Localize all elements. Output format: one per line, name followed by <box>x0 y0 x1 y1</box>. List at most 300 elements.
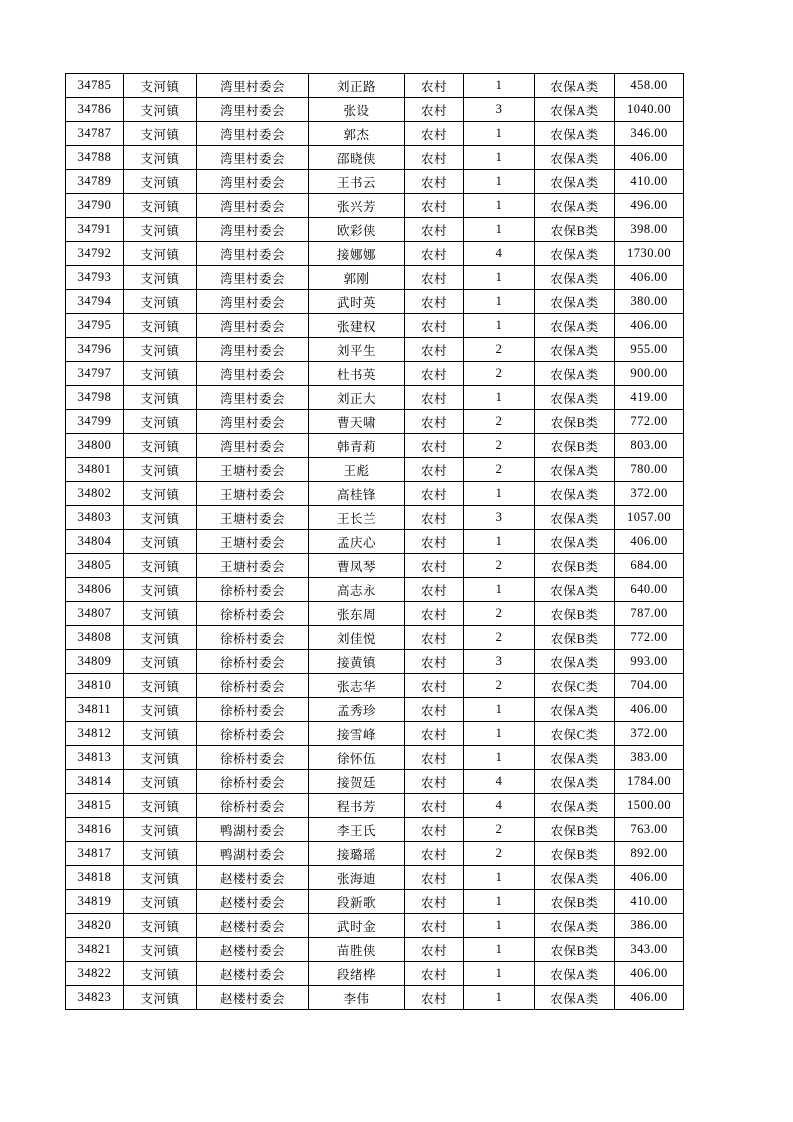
cell-name: 欧彩侠 <box>309 218 405 242</box>
cell-instype: 农保A类 <box>535 98 615 122</box>
cell-id: 34801 <box>66 458 124 482</box>
cell-category: 农村 <box>405 122 464 146</box>
cell-category: 农村 <box>405 338 464 362</box>
cell-amount: 1057.00 <box>615 506 684 530</box>
cell-category: 农村 <box>405 458 464 482</box>
cell-amount: 640.00 <box>615 578 684 602</box>
cell-village: 赵楼村委会 <box>197 938 309 962</box>
table-row <box>66 530 684 554</box>
cell-instype: 农保B类 <box>535 410 615 434</box>
cell-category: 农村 <box>405 986 464 1010</box>
cell-amount: 398.00 <box>615 218 684 242</box>
cell-category: 农村 <box>405 194 464 218</box>
table-row <box>66 722 684 746</box>
cell-count: 3 <box>464 650 535 674</box>
cell-amount: 406.00 <box>615 530 684 554</box>
cell-count: 4 <box>464 794 535 818</box>
cell-town: 支河镇 <box>124 578 197 602</box>
cell-instype: 农保A类 <box>535 698 615 722</box>
cell-instype: 农保B类 <box>535 434 615 458</box>
cell-category: 农村 <box>405 866 464 890</box>
cell-instype: 农保A类 <box>535 530 615 554</box>
cell-amount: 410.00 <box>615 170 684 194</box>
cell-name: 曹凤琴 <box>309 554 405 578</box>
cell-name: 杜书英 <box>309 362 405 386</box>
cell-town: 支河镇 <box>124 290 197 314</box>
cell-name: 接黄镇 <box>309 650 405 674</box>
cell-town: 支河镇 <box>124 506 197 530</box>
cell-count: 1 <box>464 482 535 506</box>
cell-count: 1 <box>464 314 535 338</box>
cell-town: 支河镇 <box>124 602 197 626</box>
table-row <box>66 122 684 146</box>
cell-amount: 380.00 <box>615 290 684 314</box>
cell-instype: 农保B类 <box>535 890 615 914</box>
cell-amount: 406.00 <box>615 314 684 338</box>
cell-amount: 386.00 <box>615 914 684 938</box>
cell-instype: 农保A类 <box>535 146 615 170</box>
table-row <box>66 218 684 242</box>
cell-count: 1 <box>464 890 535 914</box>
cell-town: 支河镇 <box>124 482 197 506</box>
cell-instype: 农保A类 <box>535 746 615 770</box>
cell-town: 支河镇 <box>124 698 197 722</box>
cell-amount: 406.00 <box>615 866 684 890</box>
cell-id: 34799 <box>66 410 124 434</box>
cell-count: 1 <box>464 218 535 242</box>
cell-category: 农村 <box>405 818 464 842</box>
cell-category: 农村 <box>405 314 464 338</box>
cell-town: 支河镇 <box>124 674 197 698</box>
cell-category: 农村 <box>405 410 464 434</box>
table-row <box>66 602 684 626</box>
cell-count: 1 <box>464 746 535 770</box>
cell-count: 2 <box>464 602 535 626</box>
table-row <box>66 506 684 530</box>
cell-town: 支河镇 <box>124 458 197 482</box>
cell-name: 段新歌 <box>309 890 405 914</box>
cell-town: 支河镇 <box>124 938 197 962</box>
cell-name: 王书云 <box>309 170 405 194</box>
cell-amount: 410.00 <box>615 890 684 914</box>
cell-name: 苗胜侠 <box>309 938 405 962</box>
cell-category: 农村 <box>405 938 464 962</box>
cell-village: 王塘村委会 <box>197 554 309 578</box>
cell-town: 支河镇 <box>124 842 197 866</box>
cell-amount: 993.00 <box>615 650 684 674</box>
cell-count: 2 <box>464 818 535 842</box>
cell-count: 2 <box>464 410 535 434</box>
cell-village: 徐桥村委会 <box>197 698 309 722</box>
table-row <box>66 866 684 890</box>
cell-count: 1 <box>464 722 535 746</box>
cell-count: 3 <box>464 98 535 122</box>
cell-id: 34786 <box>66 98 124 122</box>
cell-instype: 农保A类 <box>535 458 615 482</box>
cell-name: 曹天啸 <box>309 410 405 434</box>
cell-category: 农村 <box>405 146 464 170</box>
cell-town: 支河镇 <box>124 218 197 242</box>
cell-count: 1 <box>464 962 535 986</box>
cell-amount: 406.00 <box>615 986 684 1010</box>
cell-name: 张兴芳 <box>309 194 405 218</box>
cell-id: 34807 <box>66 602 124 626</box>
table-row <box>66 986 684 1010</box>
cell-amount: 684.00 <box>615 554 684 578</box>
cell-category: 农村 <box>405 650 464 674</box>
cell-id: 34808 <box>66 626 124 650</box>
cell-village: 湾里村委会 <box>197 338 309 362</box>
cell-town: 支河镇 <box>124 266 197 290</box>
table-row <box>66 434 684 458</box>
cell-village: 湾里村委会 <box>197 146 309 170</box>
cell-instype: 农保A类 <box>535 290 615 314</box>
cell-id: 34821 <box>66 938 124 962</box>
cell-name: 接璐瑶 <box>309 842 405 866</box>
cell-id: 34816 <box>66 818 124 842</box>
table-row <box>66 314 684 338</box>
cell-name: 张设 <box>309 98 405 122</box>
cell-village: 徐桥村委会 <box>197 746 309 770</box>
table-row <box>66 746 684 770</box>
cell-town: 支河镇 <box>124 74 197 98</box>
cell-name: 刘正大 <box>309 386 405 410</box>
cell-town: 支河镇 <box>124 626 197 650</box>
table-row <box>66 914 684 938</box>
cell-village: 徐桥村委会 <box>197 770 309 794</box>
cell-name: 王彪 <box>309 458 405 482</box>
cell-id: 34798 <box>66 386 124 410</box>
cell-town: 支河镇 <box>124 194 197 218</box>
cell-id: 34819 <box>66 890 124 914</box>
cell-id: 34822 <box>66 962 124 986</box>
table-row <box>66 770 684 794</box>
cell-village: 湾里村委会 <box>197 98 309 122</box>
table-row <box>66 554 684 578</box>
cell-village: 湾里村委会 <box>197 434 309 458</box>
cell-id: 34820 <box>66 914 124 938</box>
cell-category: 农村 <box>405 602 464 626</box>
table-row <box>66 938 684 962</box>
cell-id: 34797 <box>66 362 124 386</box>
cell-town: 支河镇 <box>124 650 197 674</box>
table-row <box>66 266 684 290</box>
cell-id: 34813 <box>66 746 124 770</box>
cell-village: 赵楼村委会 <box>197 866 309 890</box>
cell-instype: 农保A类 <box>535 866 615 890</box>
cell-count: 4 <box>464 770 535 794</box>
cell-amount: 458.00 <box>615 74 684 98</box>
table-row <box>66 698 684 722</box>
cell-count: 1 <box>464 386 535 410</box>
cell-name: 高桂锋 <box>309 482 405 506</box>
cell-amount: 780.00 <box>615 458 684 482</box>
table-row <box>66 242 684 266</box>
cell-village: 徐桥村委会 <box>197 602 309 626</box>
cell-count: 2 <box>464 626 535 650</box>
cell-village: 湾里村委会 <box>197 314 309 338</box>
cell-count: 2 <box>464 338 535 362</box>
table-row <box>66 794 684 818</box>
cell-count: 2 <box>464 362 535 386</box>
cell-id: 34817 <box>66 842 124 866</box>
cell-id: 34788 <box>66 146 124 170</box>
cell-category: 农村 <box>405 530 464 554</box>
cell-town: 支河镇 <box>124 434 197 458</box>
cell-village: 王塘村委会 <box>197 458 309 482</box>
cell-category: 农村 <box>405 98 464 122</box>
cell-name: 刘平生 <box>309 338 405 362</box>
cell-town: 支河镇 <box>124 914 197 938</box>
cell-id: 34794 <box>66 290 124 314</box>
cell-amount: 372.00 <box>615 722 684 746</box>
table-row <box>66 818 684 842</box>
table-row <box>66 458 684 482</box>
cell-count: 1 <box>464 74 535 98</box>
cell-village: 湾里村委会 <box>197 266 309 290</box>
cell-amount: 346.00 <box>615 122 684 146</box>
cell-count: 2 <box>464 674 535 698</box>
cell-name: 接娜娜 <box>309 242 405 266</box>
cell-amount: 406.00 <box>615 146 684 170</box>
cell-category: 农村 <box>405 506 464 530</box>
cell-town: 支河镇 <box>124 866 197 890</box>
cell-category: 农村 <box>405 842 464 866</box>
cell-count: 4 <box>464 242 535 266</box>
cell-village: 湾里村委会 <box>197 290 309 314</box>
cell-town: 支河镇 <box>124 242 197 266</box>
cell-category: 农村 <box>405 434 464 458</box>
cell-amount: 772.00 <box>615 626 684 650</box>
cell-name: 接雪峰 <box>309 722 405 746</box>
table-row <box>66 386 684 410</box>
cell-amount: 383.00 <box>615 746 684 770</box>
cell-category: 农村 <box>405 386 464 410</box>
cell-instype: 农保A类 <box>535 74 615 98</box>
cell-amount: 892.00 <box>615 842 684 866</box>
cell-village: 湾里村委会 <box>197 194 309 218</box>
cell-village: 湾里村委会 <box>197 122 309 146</box>
cell-amount: 787.00 <box>615 602 684 626</box>
cell-village: 徐桥村委会 <box>197 722 309 746</box>
cell-id: 34790 <box>66 194 124 218</box>
cell-category: 农村 <box>405 794 464 818</box>
cell-count: 1 <box>464 914 535 938</box>
cell-village: 徐桥村委会 <box>197 674 309 698</box>
cell-count: 2 <box>464 458 535 482</box>
cell-name: 郭刚 <box>309 266 405 290</box>
cell-count: 1 <box>464 698 535 722</box>
cell-instype: 农保B类 <box>535 818 615 842</box>
cell-amount: 955.00 <box>615 338 684 362</box>
cell-village: 湾里村委会 <box>197 410 309 434</box>
cell-instype: 农保A类 <box>535 578 615 602</box>
cell-category: 农村 <box>405 170 464 194</box>
cell-name: 韩青莉 <box>309 434 405 458</box>
cell-amount: 343.00 <box>615 938 684 962</box>
cell-amount: 419.00 <box>615 386 684 410</box>
cell-category: 农村 <box>405 482 464 506</box>
cell-instype: 农保A类 <box>535 914 615 938</box>
cell-category: 农村 <box>405 722 464 746</box>
cell-amount: 496.00 <box>615 194 684 218</box>
cell-id: 34789 <box>66 170 124 194</box>
cell-instype: 农保A类 <box>535 242 615 266</box>
cell-category: 农村 <box>405 962 464 986</box>
cell-amount: 900.00 <box>615 362 684 386</box>
cell-id: 34795 <box>66 314 124 338</box>
cell-town: 支河镇 <box>124 98 197 122</box>
cell-town: 支河镇 <box>124 554 197 578</box>
cell-count: 2 <box>464 434 535 458</box>
cell-town: 支河镇 <box>124 746 197 770</box>
cell-count: 1 <box>464 530 535 554</box>
cell-category: 农村 <box>405 362 464 386</box>
benefits-table <box>65 73 684 1010</box>
cell-amount: 704.00 <box>615 674 684 698</box>
cell-amount: 763.00 <box>615 818 684 842</box>
cell-village: 王塘村委会 <box>197 482 309 506</box>
cell-category: 农村 <box>405 218 464 242</box>
cell-id: 34800 <box>66 434 124 458</box>
cell-town: 支河镇 <box>124 818 197 842</box>
table-row <box>66 74 684 98</box>
cell-village: 王塘村委会 <box>197 506 309 530</box>
cell-village: 湾里村委会 <box>197 386 309 410</box>
cell-town: 支河镇 <box>124 770 197 794</box>
cell-village: 鸭湖村委会 <box>197 818 309 842</box>
cell-village: 徐桥村委会 <box>197 626 309 650</box>
cell-town: 支河镇 <box>124 386 197 410</box>
cell-instype: 农保B类 <box>535 938 615 962</box>
cell-category: 农村 <box>405 746 464 770</box>
cell-name: 武时英 <box>309 290 405 314</box>
cell-id: 34805 <box>66 554 124 578</box>
cell-category: 农村 <box>405 578 464 602</box>
cell-instype: 农保A类 <box>535 362 615 386</box>
cell-name: 张海迪 <box>309 866 405 890</box>
table-row <box>66 962 684 986</box>
cell-category: 农村 <box>405 770 464 794</box>
cell-village: 徐桥村委会 <box>197 794 309 818</box>
cell-village: 湾里村委会 <box>197 74 309 98</box>
cell-instype: 农保A类 <box>535 194 615 218</box>
table-row <box>66 410 684 434</box>
cell-id: 34806 <box>66 578 124 602</box>
cell-town: 支河镇 <box>124 794 197 818</box>
table-body <box>66 74 684 1010</box>
cell-category: 农村 <box>405 554 464 578</box>
cell-id: 34814 <box>66 770 124 794</box>
cell-name: 徐怀伍 <box>309 746 405 770</box>
cell-category: 农村 <box>405 266 464 290</box>
cell-instype: 农保B类 <box>535 602 615 626</box>
cell-id: 34809 <box>66 650 124 674</box>
cell-id: 34810 <box>66 674 124 698</box>
cell-instype: 农保A类 <box>535 170 615 194</box>
cell-name: 李王氏 <box>309 818 405 842</box>
cell-village: 湾里村委会 <box>197 242 309 266</box>
cell-id: 34802 <box>66 482 124 506</box>
cell-instype: 农保B类 <box>535 554 615 578</box>
cell-town: 支河镇 <box>124 890 197 914</box>
cell-town: 支河镇 <box>124 170 197 194</box>
cell-town: 支河镇 <box>124 122 197 146</box>
cell-instype: 农保A类 <box>535 986 615 1010</box>
cell-amount: 372.00 <box>615 482 684 506</box>
table-row <box>66 650 684 674</box>
cell-instype: 农保A类 <box>535 122 615 146</box>
cell-town: 支河镇 <box>124 362 197 386</box>
table-row <box>66 338 684 362</box>
table-row <box>66 98 684 122</box>
cell-count: 1 <box>464 170 535 194</box>
cell-category: 农村 <box>405 698 464 722</box>
cell-id: 34804 <box>66 530 124 554</box>
cell-town: 支河镇 <box>124 410 197 434</box>
cell-count: 1 <box>464 986 535 1010</box>
cell-count: 1 <box>464 290 535 314</box>
cell-amount: 1730.00 <box>615 242 684 266</box>
cell-name: 段绪桦 <box>309 962 405 986</box>
cell-instype: 农保B类 <box>535 218 615 242</box>
cell-count: 3 <box>464 506 535 530</box>
cell-amount: 406.00 <box>615 698 684 722</box>
cell-town: 支河镇 <box>124 314 197 338</box>
cell-instype: 农保A类 <box>535 794 615 818</box>
cell-village: 王塘村委会 <box>197 530 309 554</box>
cell-id: 34803 <box>66 506 124 530</box>
cell-instype: 农保A类 <box>535 482 615 506</box>
cell-id: 34793 <box>66 266 124 290</box>
table-row <box>66 170 684 194</box>
cell-instype: 农保A类 <box>535 314 615 338</box>
table-row <box>66 362 684 386</box>
cell-id: 34812 <box>66 722 124 746</box>
cell-id: 34785 <box>66 74 124 98</box>
cell-name: 刘佳悦 <box>309 626 405 650</box>
cell-instype: 农保A类 <box>535 266 615 290</box>
cell-count: 1 <box>464 146 535 170</box>
cell-count: 2 <box>464 842 535 866</box>
cell-name: 武时金 <box>309 914 405 938</box>
cell-count: 1 <box>464 194 535 218</box>
table-row <box>66 842 684 866</box>
cell-name: 郭杰 <box>309 122 405 146</box>
cell-name: 张建权 <box>309 314 405 338</box>
cell-id: 34787 <box>66 122 124 146</box>
cell-name: 李伟 <box>309 986 405 1010</box>
cell-name: 王长兰 <box>309 506 405 530</box>
cell-village: 赵楼村委会 <box>197 890 309 914</box>
table-row <box>66 578 684 602</box>
cell-name: 刘正路 <box>309 74 405 98</box>
cell-village: 赵楼村委会 <box>197 962 309 986</box>
cell-category: 农村 <box>405 242 464 266</box>
cell-category: 农村 <box>405 290 464 314</box>
table-row <box>66 146 684 170</box>
cell-id: 34791 <box>66 218 124 242</box>
cell-count: 1 <box>464 266 535 290</box>
table-row <box>66 626 684 650</box>
cell-village: 湾里村委会 <box>197 362 309 386</box>
cell-category: 农村 <box>405 626 464 650</box>
table-row <box>66 290 684 314</box>
cell-town: 支河镇 <box>124 962 197 986</box>
cell-village: 赵楼村委会 <box>197 914 309 938</box>
cell-instype: 农保C类 <box>535 674 615 698</box>
cell-instype: 农保A类 <box>535 506 615 530</box>
